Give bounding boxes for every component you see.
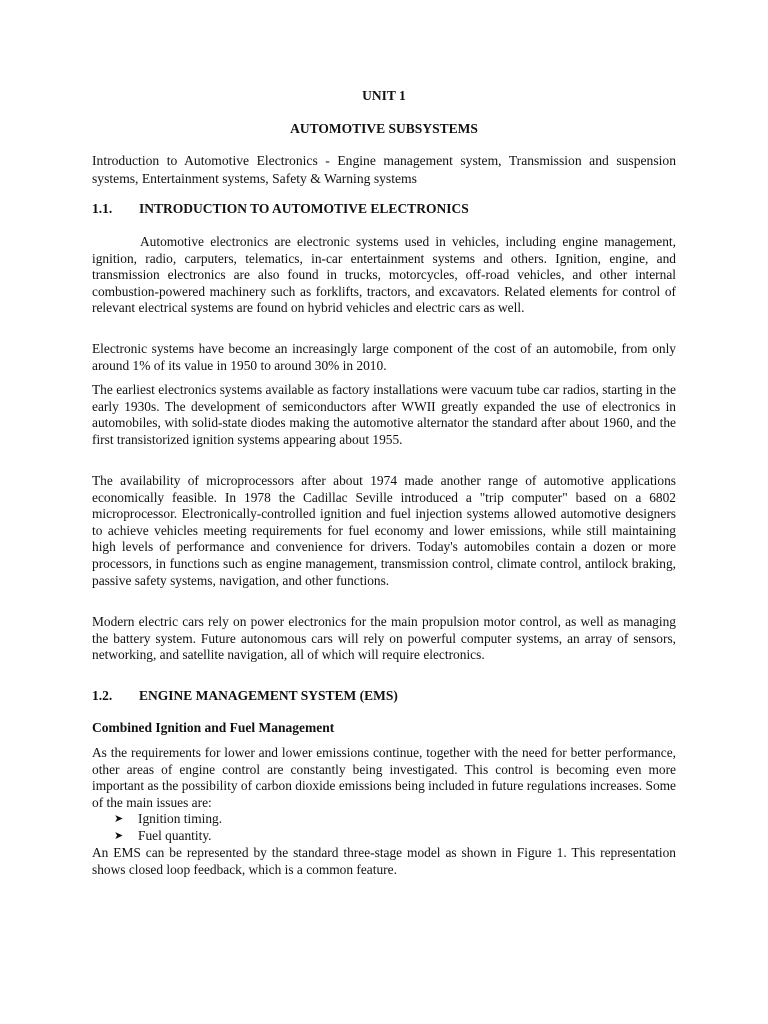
section-heading-1-1 (92, 201, 676, 217)
list-item (114, 811, 674, 828)
paragraph: Automotive electronics are electronic systems used in vehicles, including engine management, ignition, radio, carputers, telematics, in-car entertainment systems and others. Ignition, engine, and transmission electronics are also found in trucks, motorcycles, off-road vehicles, and other internal combustion-powered machinery such as forklifts, tractors, and excavators. Related elements for control of relevant electrical systems are found on hybrid vehicles and electric cars as well. (92, 234, 676, 316)
paragraph: As the requirements for lower and lower emissions continue, together with the need for better performance, other areas of engine control are constantly being investigated. This control is becoming even more important as the possibility of carbon dioxide emissions being included in future regulations increases. Some of the main issues are: (92, 745, 676, 810)
unit-subtitle: AUTOMOTIVE SUBSYSTEMS (290, 121, 478, 136)
paragraph: The earliest electronics systems available as factory installations were vacuum tube car radios, starting in the early 1930s. The development of semiconductors after WWII greatly expanded the use of electronics in automobiles, with solid-state diodes making the automotive alternator the standard after about 1960, and the first transistorized ignition systems appearing about 1955. (92, 382, 676, 447)
arrowhead-bullet-icon: ➤ (114, 813, 124, 825)
paragraph: Modern electric cars rely on power electronics for the main propulsion motor control, as well as managing the battery system. Future autonomous cars will rely on powerful computer systems, an array of sensors, networking, and satellite navigation, all of which will require electronics. (92, 614, 676, 663)
list-item-text: Ignition timing. (138, 811, 223, 826)
section-title: ENGINE MANAGEMENT SYSTEM (EMS) (139, 688, 398, 703)
section-title: INTRODUCTION TO AUTOMOTIVE ELECTRONICS (139, 201, 469, 216)
subsection-heading: Combined Ignition and Fuel Management (92, 720, 335, 735)
issues-list (114, 811, 674, 844)
section-number: 1.1. (92, 201, 113, 216)
section-heading-1-2 (92, 688, 676, 704)
list-item-text: Fuel quantity. (138, 827, 212, 843)
section-number: 1.2. (92, 688, 113, 703)
unit-intro: Introduction to Automotive Electronics - Engine management system, Transmission and suspension systems, Entertainment systems, Safety & Warning systems (92, 153, 676, 186)
paragraph: The availability of microprocessors after about 1974 made another range of automotive applications economically feasible. In 1978 the Cadillac Seville introduced a "trip computer" based on a 6802 microprocessor. Electronically-controlled ignition and fuel injection systems allowed automotive designers to achieve vehicles meeting requirements for fuel economy and lower emissions, while still maintaining high levels of performance and convenience for drivers. Today's automobiles contain a dozen or more processors, in functions such as engine management, transmission control, climate control, antilock braking, passive safety systems, navigation, and other functions. (92, 473, 676, 588)
unit-title: UNIT 1 (362, 88, 406, 103)
arrowhead-bullet-icon: ➤ (114, 829, 124, 842)
paragraph: Electronic systems have become an increasingly large component of the cost of an automobile, from only around 1% of its value in 1950 to around 30% in 2010. (92, 341, 676, 373)
paragraph: An EMS can be represented by the standard three-stage model as shown in Figure 1. This representation shows closed loop feedback, which is a common feature. (92, 845, 676, 877)
list-item (114, 828, 674, 845)
